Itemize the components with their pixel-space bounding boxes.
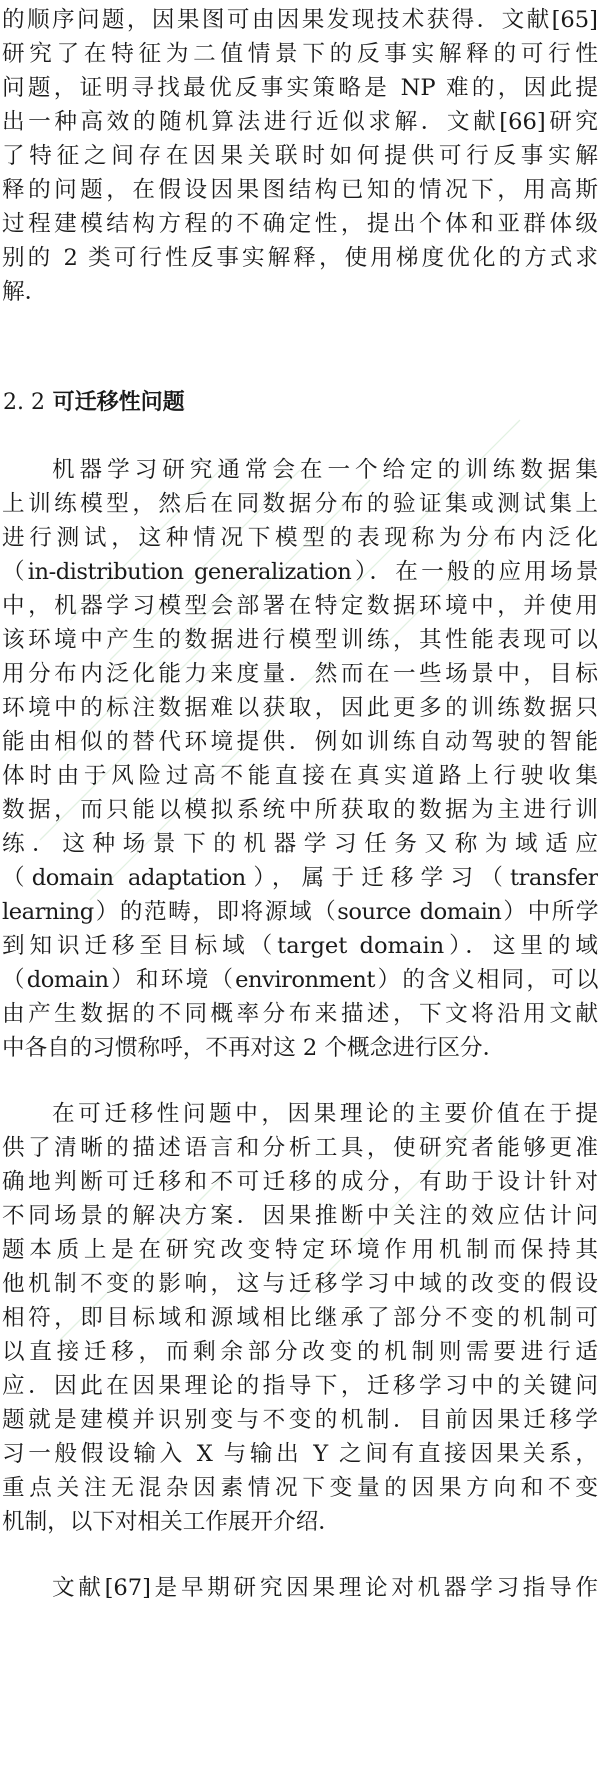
text-line: 体时由于风险过高不能直接在真实道路上行驶收集 <box>2 763 598 789</box>
text-line: 应．因此在因果理论的指导下，迁移学习中的关键问 <box>2 1373 598 1399</box>
text-line: 能由相似的替代环境提供．例如训练自动驾驶的智能 <box>2 729 598 755</box>
section-heading <box>3 386 185 420</box>
text-line: 在可迁移性问题中，因果理论的主要价值在于提 <box>52 1101 598 1127</box>
text-line: （in-distribution generalization）．在一般的应用场景 <box>2 559 598 585</box>
text-line: 机器学习研究通常会在一个给定的训练数据集 <box>52 457 598 483</box>
section-number: 2. 2 <box>3 390 45 415</box>
text-line: 上训练模型，然后在同数据分布的验证集或测试集上 <box>2 491 598 517</box>
text-line: 问题，证明寻找最优反事实策略是 NP 难的，因此提 <box>2 75 598 101</box>
text-line: 环境中的标注数据难以获取，因此更多的训练数据只 <box>2 695 598 721</box>
text-line: 别的 2 类可行性反事实解释，使用梯度优化的方式求 <box>2 245 598 271</box>
text-line: 由产生数据的不同概率分布来描述，下文将沿用文献 <box>2 1001 598 1027</box>
text-line: 该环境中产生的数据进行模型训练，其性能表现可以 <box>2 627 598 653</box>
text-line: 重点关注无混杂因素情况下变量的因果方向和不变 <box>2 1475 598 1501</box>
text-line: 练．这种场景下的机器学习任务又称为域适应 <box>2 831 598 857</box>
text-line: 中，机器学习模型会部署在特定数据环境中，并使用 <box>2 593 598 619</box>
text-line: 他机制不变的影响，这与迁移学习中域的改变的假设 <box>2 1271 598 1297</box>
text-line: 研究了在特征为二值情景下的反事实解释的可行性 <box>2 41 598 67</box>
text-line: 中各自的习惯称呼，不再对这 2 个概念进行区分． <box>2 1035 506 1061</box>
text-line: （domain adaptation），属于迁移学习（transfer <box>2 865 598 891</box>
text-line: 了特征之间存在因果关联时如何提供可行反事实解 <box>2 143 598 169</box>
text-line: 解． <box>2 279 48 305</box>
text-line: 题本质上是在研究改变特定环境作用机制而保持其 <box>2 1237 598 1263</box>
text-line: 确地判断可迁移和不可迁移的成分，有助于设计针对 <box>2 1169 598 1195</box>
text-line: 文献[67]是早期研究因果理论对机器学习指导作 <box>52 1575 598 1601</box>
text-line: 相符，即目标域和源域相比继承了部分不变的机制可 <box>2 1305 598 1331</box>
text-line: 的顺序问题，因果图可由因果发现技术获得．文献[65] <box>2 7 598 33</box>
text-line: 以直接迁移，而剩余部分改变的机制则需要进行适 <box>2 1339 598 1365</box>
text-line: 过程建模结构方程的不确定性，提出个体和亚群体级 <box>2 211 598 237</box>
text-line: 习一般假设输入 X 与输出 Y 之间有直接因果关系， <box>2 1441 598 1467</box>
text-line: 供了清晰的描述语言和分析工具，使研究者能够更准 <box>2 1135 598 1161</box>
text-line: 释的问题，在假设因果图结构已知的情况下，用高斯 <box>2 177 598 203</box>
text-line: 题就是建模并识别变与不变的机制．目前因果迁移学 <box>2 1407 598 1433</box>
text-line: 数据，而只能以模拟系统中所获取的数据为主进行训 <box>2 797 598 823</box>
text-line: 出一种高效的随机算法进行近似求解．文献[66]研究 <box>2 109 598 135</box>
text-line: 不同场景的解决方案．因果推断中关注的效应估计问 <box>2 1203 598 1229</box>
text-line: 进行测试，这种情况下模型的表现称为分布内泛化 <box>2 525 598 551</box>
text-line: learning）的范畴，即将源域（source domain）中所学 <box>2 899 598 925</box>
section-title: 可迁移性问题 <box>52 390 185 415</box>
text-line: （domain）和环境（environment）的含义相同，可以 <box>2 967 598 993</box>
text-line: 用分布内泛化能力来度量．然而在一些场景中，目标 <box>2 661 598 687</box>
text-line: 机制，以下对相关工作展开介绍． <box>2 1509 341 1535</box>
text-line: 到知识迁移至目标域（target domain）．这里的域 <box>2 933 598 959</box>
